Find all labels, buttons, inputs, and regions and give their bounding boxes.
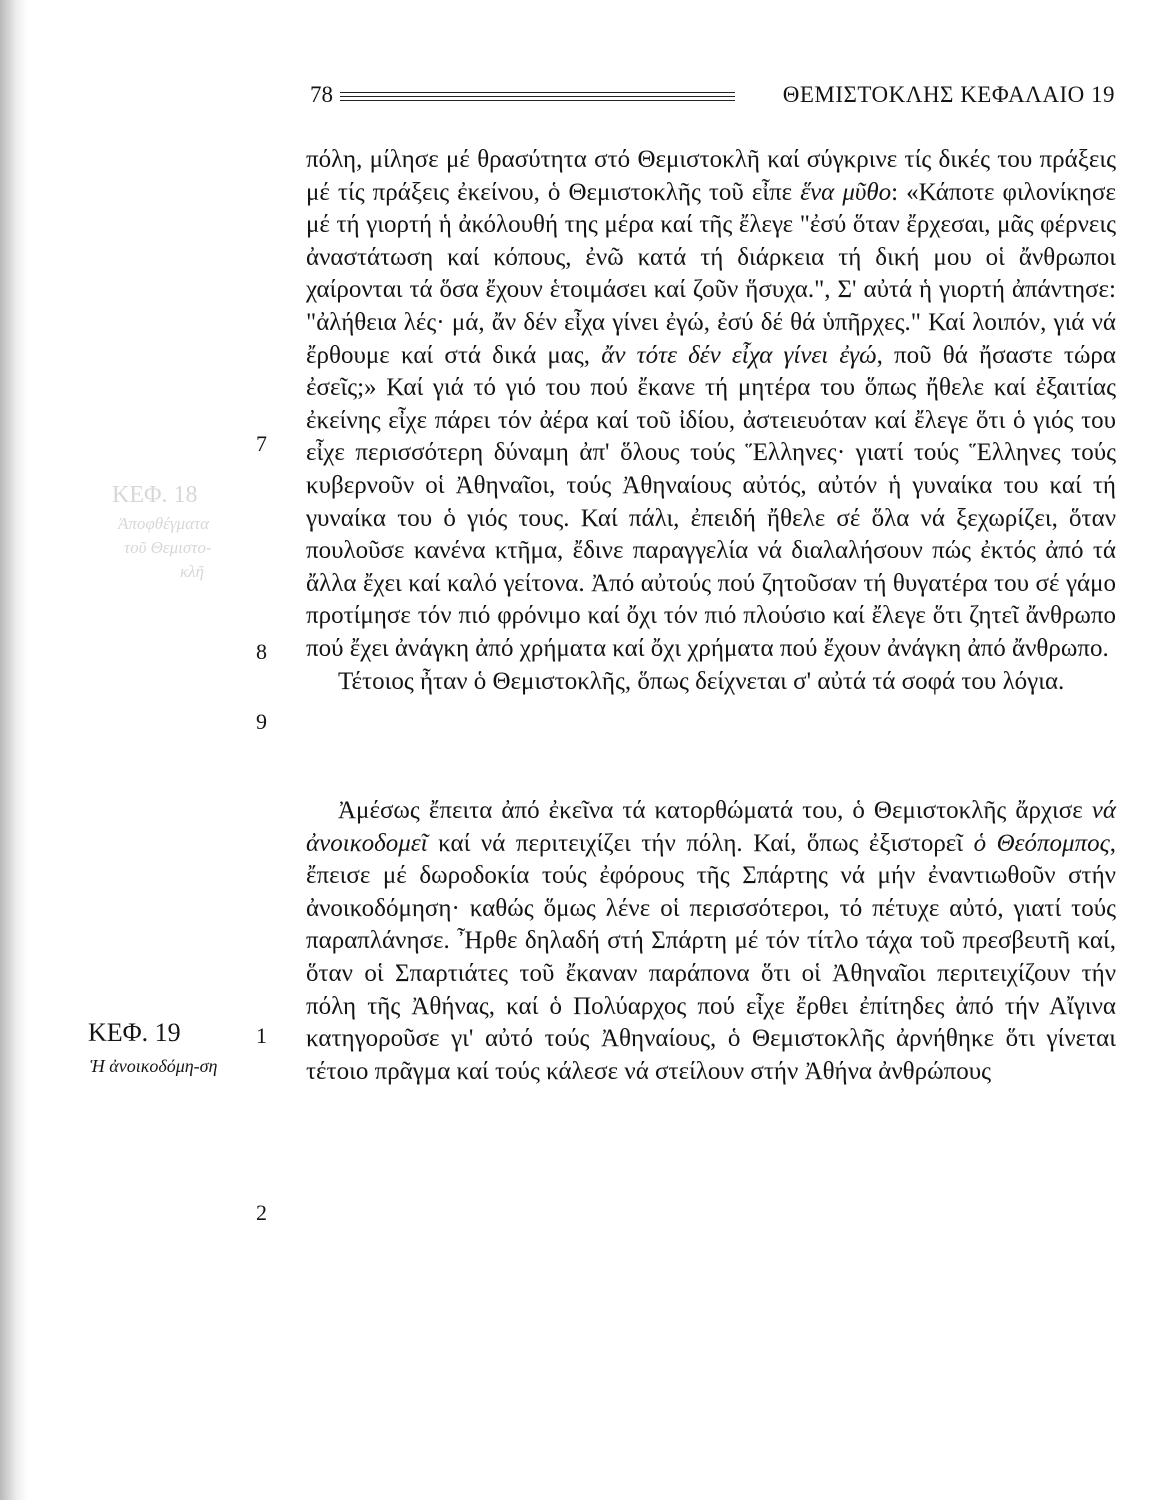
body-text [306,144,1116,1088]
text-run: Ἀμέσως ἔπειτα ἀπό ἐκεῖνα τά κατορθώματά του, ὁ Θεμιστοκλῆς ἄρχισε [338,797,1092,825]
paragraph-chapter-19 [306,795,1116,1088]
italic-phrase: ἄν τότε δέν εἶχα γίνει ἐγώ [601,341,877,369]
text-run: Τέτοιος ἦταν ὁ Θεμιστοκλῆς, ὅπως δείχνεται σ' αὐτά τά σοφά του λόγια. [338,667,1065,695]
margin-number-8: 8 [256,639,267,664]
margin-number-9: 9 [256,709,267,734]
text-run: , ἔπεισε μέ δωροδοκία τούς ἐφόρους τῆς Σπάρτης νά μήν ἐναντιωθοῦν στήν ἀνοικοδόμηση· καθώς ὅμως λένε οἱ περισσότεροι, τό πέτυχε αὐτό, γιατί τούς παραπλάνησε. Ἦρθε δηλαδή στή Σπάρτη μέ τόν τίτλο τάχα τοῦ πρεσβευτῆ καί, ὅταν οἱ Σπαρτιάτες τοῦ ἔκαναν παράπονα ὅτι οἱ Ἀθηναῖοι περιτειχίζουν τήν πόλη τῆς Ἀθήνας, καί ὁ Πολύαρχος πού εἶχε ἔρθει ἐπίτηδες ἀπό τήν Αἴγινα κατηγοροῦσε γι' αὐτό τούς Ἀθηναίους, ὁ Θεμιστοκλῆς ἀρνήθηκε ὅτι γίνεται τέτοιο πρᾶγμα καί τούς κάλεσε νά στείλουν στήν Ἀθήνα ἀνθρώπους [306,829,1116,1085]
paragraph-conclusion [306,666,1116,699]
text-run: : «Κάποτε φιλονίκησε μέ τή γιορτή ἡ ἀκόλουθή της μέρα καί τῆς ἔλεγε "ἐσύ ὅταν ἔρχεσαι, μᾶς φέρνεις ἀναστάτωση καί κόπους, ἐνῶ κατά τή διάρκεια τή δική μου οἱ ἄνθρωποι χαίρονται τά ὅσα ἔχουν ἑτοιμάσει καί ζοῦν ἥσυχα.", Σ' αὐτά ἡ γιορτή ἀπάντησε: "ἀλήθεια λές· μά, ἄν δέν εἶχα γίνει ἐγώ, ἐσύ δέ θά ὑπῆρχες." Καί λοιπόν, γιά νά ἔρθουμε καί στά δικά μας, [306,178,1116,369]
paragraph-continuation [306,144,1116,666]
show-through-subtitle-b: τοῦ Θεμιστο- [124,538,212,557]
running-header [310,80,1115,114]
chapter-heading: ΚΕΦ. 19 [88,1018,181,1047]
page-edge-shadow [0,0,28,1500]
running-title: ΘΕΜΙΣΤΟΚΛΗΣ ΚΕΦΑΛΑΙΟ 19 [782,82,1115,107]
margin-number-2: 2 [256,1200,267,1225]
page-number: 78 [310,82,333,107]
text-run: καί νά περιτειχίζει τήν πόλη. Καί, ὅπως ἐξιστορεῖ [427,829,974,857]
section-gap [306,698,1116,795]
italic-phrase: νά ἀνοικοδομεῖ [306,797,1116,857]
text-run: πόλη, μίλησε μέ θρασύτητα στό Θεμιστοκλῆ καί σύγκρινε τίς δικές του πράξεις μέ τίς πράξεις ἐκείνου, ὁ Θεμιστοκλῆς τοῦ εἶπε [306,146,1116,206]
header-rule [340,92,735,101]
chapter-subtitle: Ἡ ἀνοικοδόμη-ση [90,1056,218,1076]
italic-phrase: ἕνα μῦθο [800,178,892,206]
margin-number-1: 1 [256,1023,267,1048]
show-through-subtitle-c: κλῆ [180,562,204,581]
margin-number-7: 7 [256,431,267,456]
italic-phrase: ὁ Θεόπομπος [973,829,1110,857]
show-through-subtitle-a: Ἀποφθέγματα [118,514,210,533]
text-run: , ποῦ θά ἤσαστε τώρα ἐσεῖς;» Καί γιά τό γιό του πού ἔκανε τή μητέρα του ὅπως ἤθελε καί ἐξαιτίας ἐκείνης εἶχε πάρει τόν ἀέρα καί τοῦ ἰδίου, ἀστειευόταν καί ἔλεγε ὅτι ὁ γιός του εἶχε περισσότερη δύναμη ἀπ' ὅλους τούς Ἕλληνες· γιατί τούς Ἕλληνες τούς κυβερνοῦν οἱ Ἀθηναῖοι, τούς Ἀθηναίους αὐτός, αὐτόν ἡ γυναίκα του καί τή γυναίκα του ὁ γιός τους. Καί πάλι, ἐπειδή ἤθελε σέ ὅλα νά ξεχωρίζει, ὅταν πουλοῦσε κανένα κτῆμα, ἔδινε παραγγελία νά διαλαλήσουν πώς ἐκτός ἀπό τά ἄλλα ἔχει καί καλό γείτονα. Ἀπό αὐτούς πού ζητοῦσαν τή θυγατέρα του σέ γάμο προτίμησε τόν πιό φρόνιμο καί ὄχι τόν πιό πλούσιο καί ἔλεγε ὅτι ζητεῖ ἄνθρωπο πού ἔχει ἀνάγκη ἀπό χρήματα καί ὄχι χρήματα πού ἔχουν ἀνάγκη ἀπό ἄνθρωπο. [306,341,1116,662]
show-through-chapter-heading: ΚΕΦ. 18 [112,482,198,508]
